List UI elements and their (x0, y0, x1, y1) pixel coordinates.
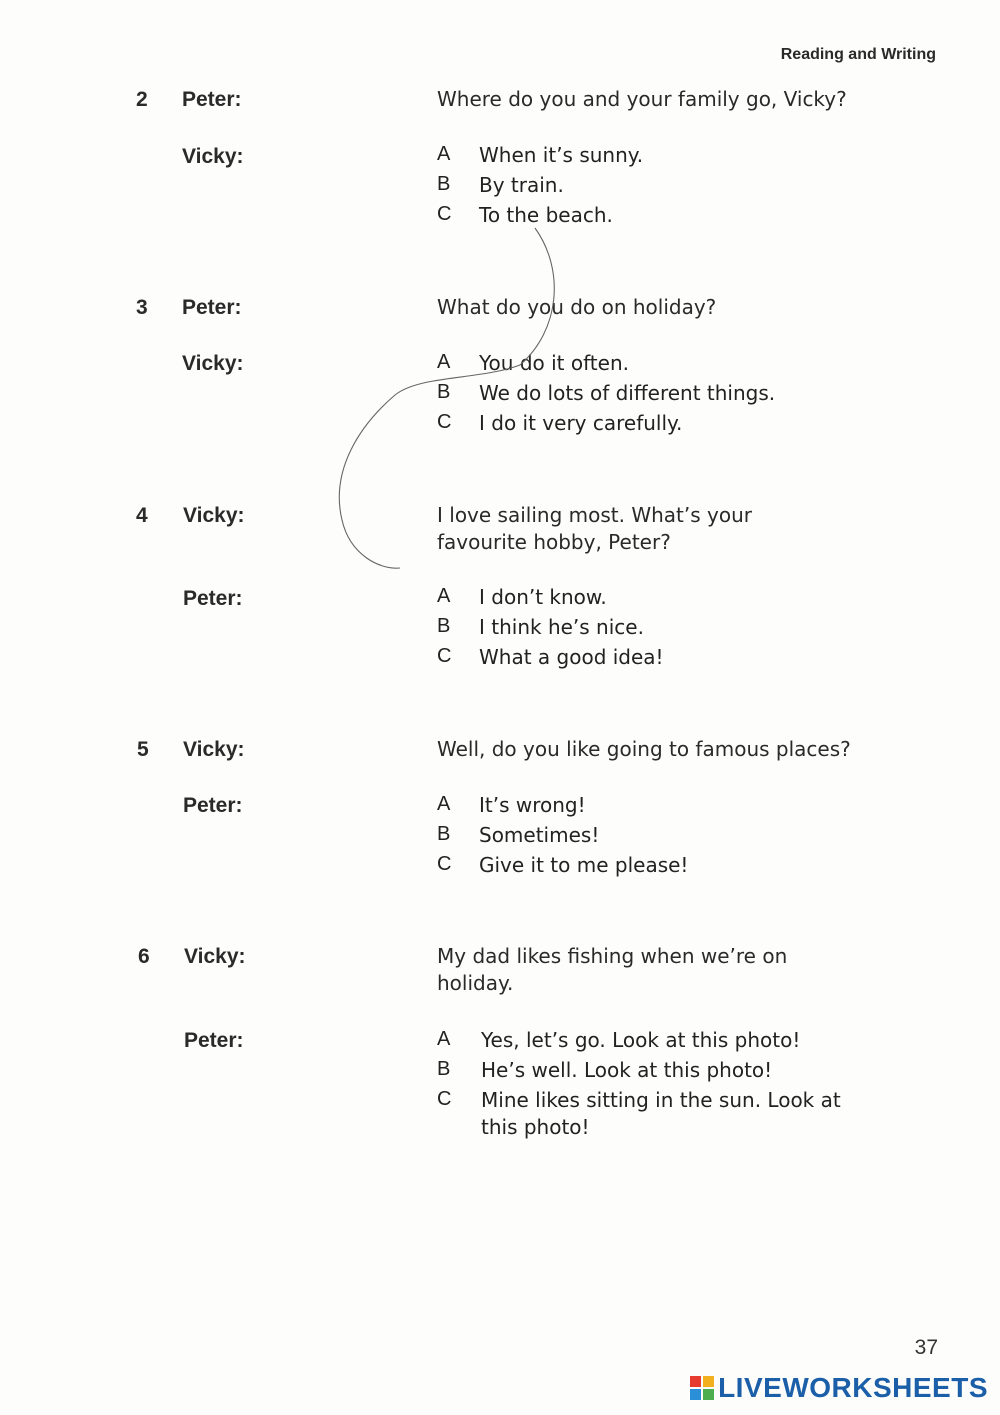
option-letter: C (437, 411, 452, 433)
option-letter: B (437, 615, 451, 637)
question-number: 4 (136, 504, 148, 527)
question-number: 6 (138, 945, 150, 968)
question-number: 5 (137, 738, 149, 761)
speaker-answer: Vicky: (182, 145, 244, 168)
option-letter: A (437, 143, 451, 165)
section-header: Reading and Writing (780, 46, 936, 63)
option-letter: C (437, 1088, 452, 1110)
page-number: 37 (914, 1336, 938, 1359)
prompt-text: What do you do on holiday? (437, 295, 717, 319)
prompt-text: Where do you and your family go, Vicky? (437, 87, 847, 111)
speaker-prompt: Vicky: (183, 504, 245, 527)
option-letter: A (437, 1028, 451, 1050)
question-number: 3 (136, 296, 148, 319)
option-text: I don’t know. (479, 585, 607, 609)
option-text: By train. (479, 173, 564, 197)
option-letter: B (437, 823, 451, 845)
option-text: When it’s sunny. (479, 143, 644, 167)
option-letter: C (437, 203, 452, 225)
grid-logo-icon (690, 1376, 714, 1400)
brand-name: LIVEWORKSHEETS (718, 1372, 988, 1403)
question-number: 2 (136, 88, 148, 111)
option-text: Yes, let’s go. Look at this photo! (481, 1028, 801, 1052)
option-letter: B (437, 173, 451, 195)
speaker-prompt: Peter: (182, 88, 242, 111)
liveworksheets-logo[interactable] (690, 1372, 988, 1404)
option-text: I think he’s nice. (479, 615, 644, 639)
option-letter: C (437, 853, 452, 875)
prompt-text: Well, do you like going to famous places? (437, 737, 851, 761)
option-letter: A (437, 793, 451, 815)
speaker-answer: Peter: (184, 1029, 244, 1052)
option-letter: C (437, 645, 452, 667)
option-text: It’s wrong! (479, 793, 586, 817)
speaker-prompt: Vicky: (184, 945, 246, 968)
speaker-prompt: Vicky: (183, 738, 245, 761)
option-text: Give it to me please! (479, 853, 689, 877)
option-text: We do lots of different things. (479, 381, 776, 405)
prompt-text: I love sailing most. What’s your favourite hobby, Peter? (437, 503, 752, 554)
speaker-answer: Vicky: (182, 352, 244, 375)
option-letter: A (437, 585, 451, 607)
option-text: To the beach. (479, 203, 613, 227)
option-text: He’s well. Look at this photo! (481, 1058, 773, 1082)
speaker-answer: Peter: (183, 587, 243, 610)
option-text: You do it often. (479, 351, 629, 375)
option-letter: B (437, 381, 451, 403)
speaker-prompt: Peter: (182, 296, 242, 319)
option-text: Mine likes sitting in the sun. Look at this photo! (481, 1088, 841, 1139)
option-letter: A (437, 351, 451, 373)
prompt-text: My dad likes fishing when we’re on holiday. (437, 944, 788, 995)
option-text: Sometimes! (479, 823, 600, 847)
option-text: I do it very carefully. (479, 411, 683, 435)
option-letter: B (437, 1058, 451, 1080)
speaker-answer: Peter: (183, 794, 243, 817)
option-text: What a good idea! (479, 645, 664, 669)
